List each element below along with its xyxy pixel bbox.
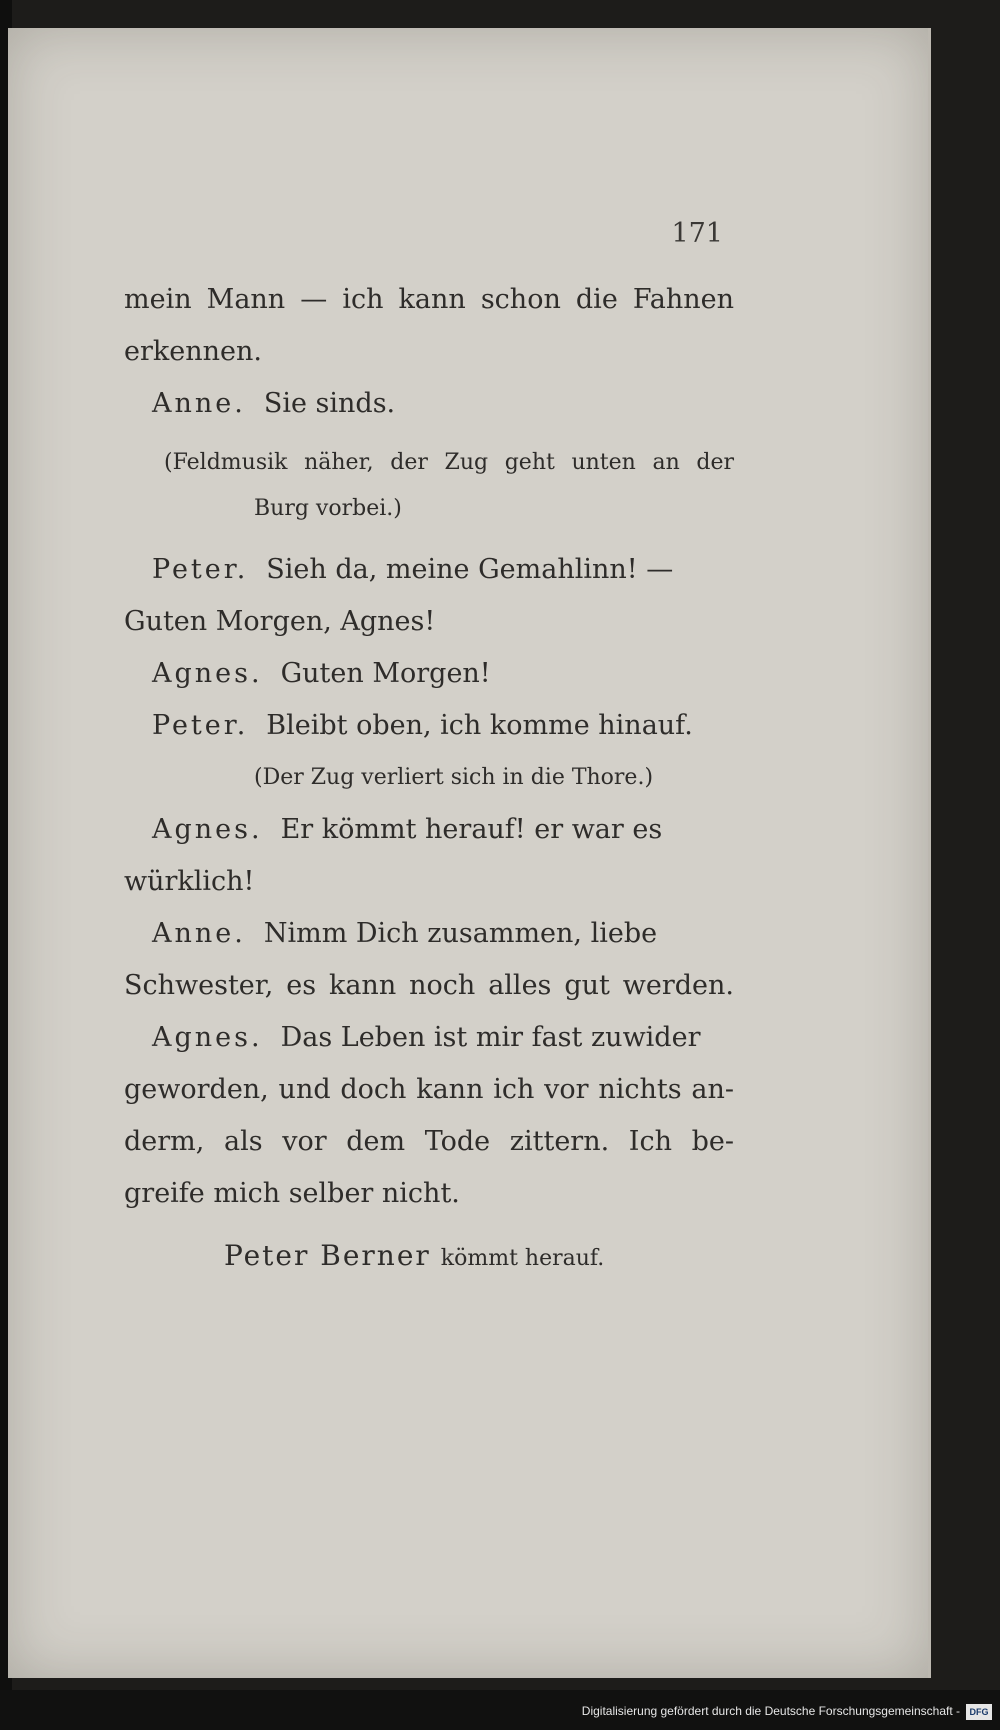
text-line: würklich! [124,866,255,897]
dialogue-text: Bleibt oben, ich komme hinauf. [266,710,693,741]
speaker-name: Anne. [152,388,246,419]
dialogue-text: Das Leben ist mir fast zuwider [280,1022,701,1053]
speaker-name: Anne. [152,918,246,949]
speaker-name: Agnes. [152,1022,263,1053]
dialogue-line [124,1012,734,1064]
dialogue-line [124,700,734,752]
entry-name: Peter Berner [224,1239,431,1272]
speaker-name: Peter. [152,554,249,585]
stage-direction: (Feldmusik näher, der Zug geht unten an der [164,450,734,475]
dialogue-line [124,648,734,700]
text-line: Guten Morgen, Agnes! [124,606,436,637]
text-line: greife mich selber nicht. [124,1178,460,1209]
text-line: Schwester, es kann noch alles gut werden. [124,970,734,1001]
dialogue-text: Sieh da, meine Gemahlinn! — [266,554,674,585]
dialogue-line [124,378,734,430]
text-line: erkennen. [124,336,262,367]
entry-action: kömmt herauf. [440,1246,605,1271]
dialogue-line [124,908,734,960]
speaker-name: Agnes. [152,658,263,689]
speaker-name: Agnes. [152,814,263,845]
book-page [8,28,931,1678]
dialogue-line [124,544,734,596]
dfg-logo: DFG [966,1704,992,1720]
text-line: mein Mann — ich kann schon die Fahnen [124,284,734,315]
stage-entry [124,1230,734,1282]
funding-credit: Digitalisierung gefördert durch die Deutsche Forschungsgemeinschaft - [581,1704,960,1718]
dialogue-text: Guten Morgen! [280,658,491,689]
dialogue-text: Nimm Dich zusammen, liebe [263,918,658,949]
dialogue-text: Sie sinds. [263,388,396,419]
stage-direction: (Der Zug verliert sich in die Thore.) [254,765,654,790]
stage-direction: Burg vorbei.) [254,496,402,521]
page-text [124,274,734,1282]
text-line: geworden, und doch kann ich vor nichts an- [124,1074,734,1105]
speaker-name: Peter. [152,710,249,741]
page-number: 171 [671,218,723,249]
dialogue-text: Er kömmt herauf! er war es [280,814,663,845]
text-line: derm, als vor dem Tode zittern. Ich be- [124,1126,734,1157]
dialogue-line [124,804,734,856]
